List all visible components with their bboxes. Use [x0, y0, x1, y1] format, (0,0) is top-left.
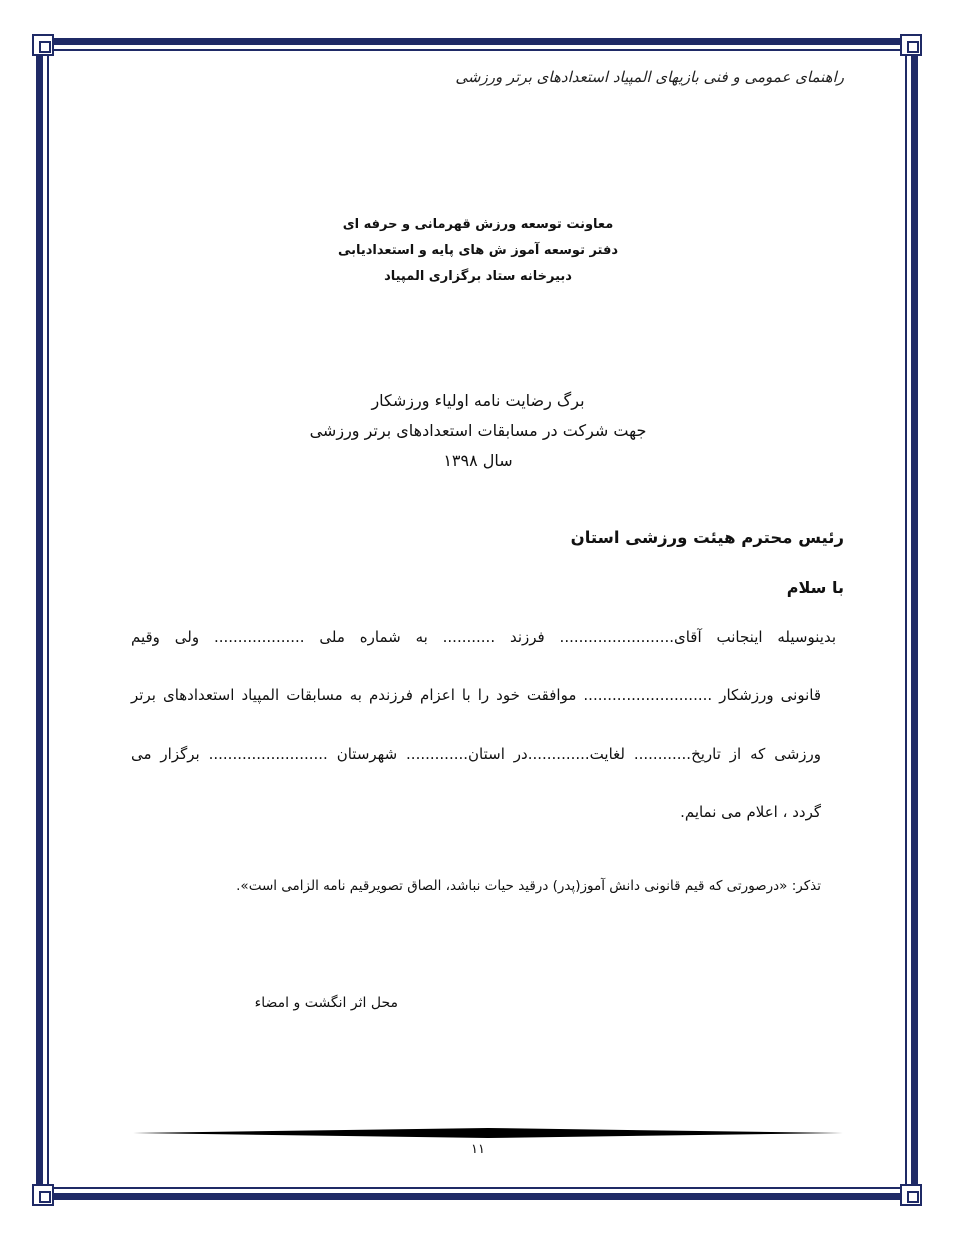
signature-label: محل اثر انگشت و امضاء [254, 995, 398, 1011]
org-line-1: معاونت توسعه ورزش قهرمانی و حرفه ای [342, 217, 614, 232]
greeting: با سلام [786, 578, 844, 597]
consent-body-line-4: گردد ، اعلام می نمایم. [680, 803, 821, 821]
page-number: ۱۱ [471, 1142, 485, 1157]
footer-rule [133, 1126, 843, 1140]
corner-ornament-icon [32, 1184, 54, 1206]
form-title-line-2: جهت شرکت در مسابقات استعدادهای برتر ورزشی [309, 421, 647, 440]
org-line-3: دبیرخانه ستاد برگزاری المپیاد [384, 269, 572, 284]
consent-body-line-1: بدینوسیله اینجانب آقای........................ فرزند ........... به شماره ملی ................... ولی وقیم [131, 628, 836, 646]
form-title-year: سال ۱۳۹۸ [443, 451, 513, 470]
organization-block [0, 212, 956, 290]
addressee: رئیس محترم هیئت ورزشی استان [570, 528, 844, 547]
consent-body-line-2: قانونی ورزشکار ........................... موافقت خود را با اعزام فرزندم به مسابقات المپیاد استعدادهای برتر [131, 686, 821, 704]
consent-body-line-3: ورزشی که از تاریخ............ لغایت.............در استان............. شهرستان ......................... برگزار می [131, 745, 821, 763]
note: تذکر: «درصورتی که قیم قانونی دانش آموز(پدر) درقید حیات نباشد، الصاق تصویرقیم نامه الزامی است». [236, 878, 821, 894]
corner-ornament-icon [900, 1184, 922, 1206]
form-title-line-1: برگ رضایت نامه اولیاء ورزشکار [371, 391, 585, 410]
corner-ornament-icon [900, 34, 922, 56]
corner-ornament-icon [32, 34, 54, 56]
org-line-2: دفتر توسعه آموز ش های پایه و استعدادیابی [337, 243, 619, 258]
form-title-block [0, 386, 956, 476]
running-header: راهنمای عمومی و فنی بازیهای المپیاد استعدادهای برتر ورزشی [455, 68, 844, 86]
